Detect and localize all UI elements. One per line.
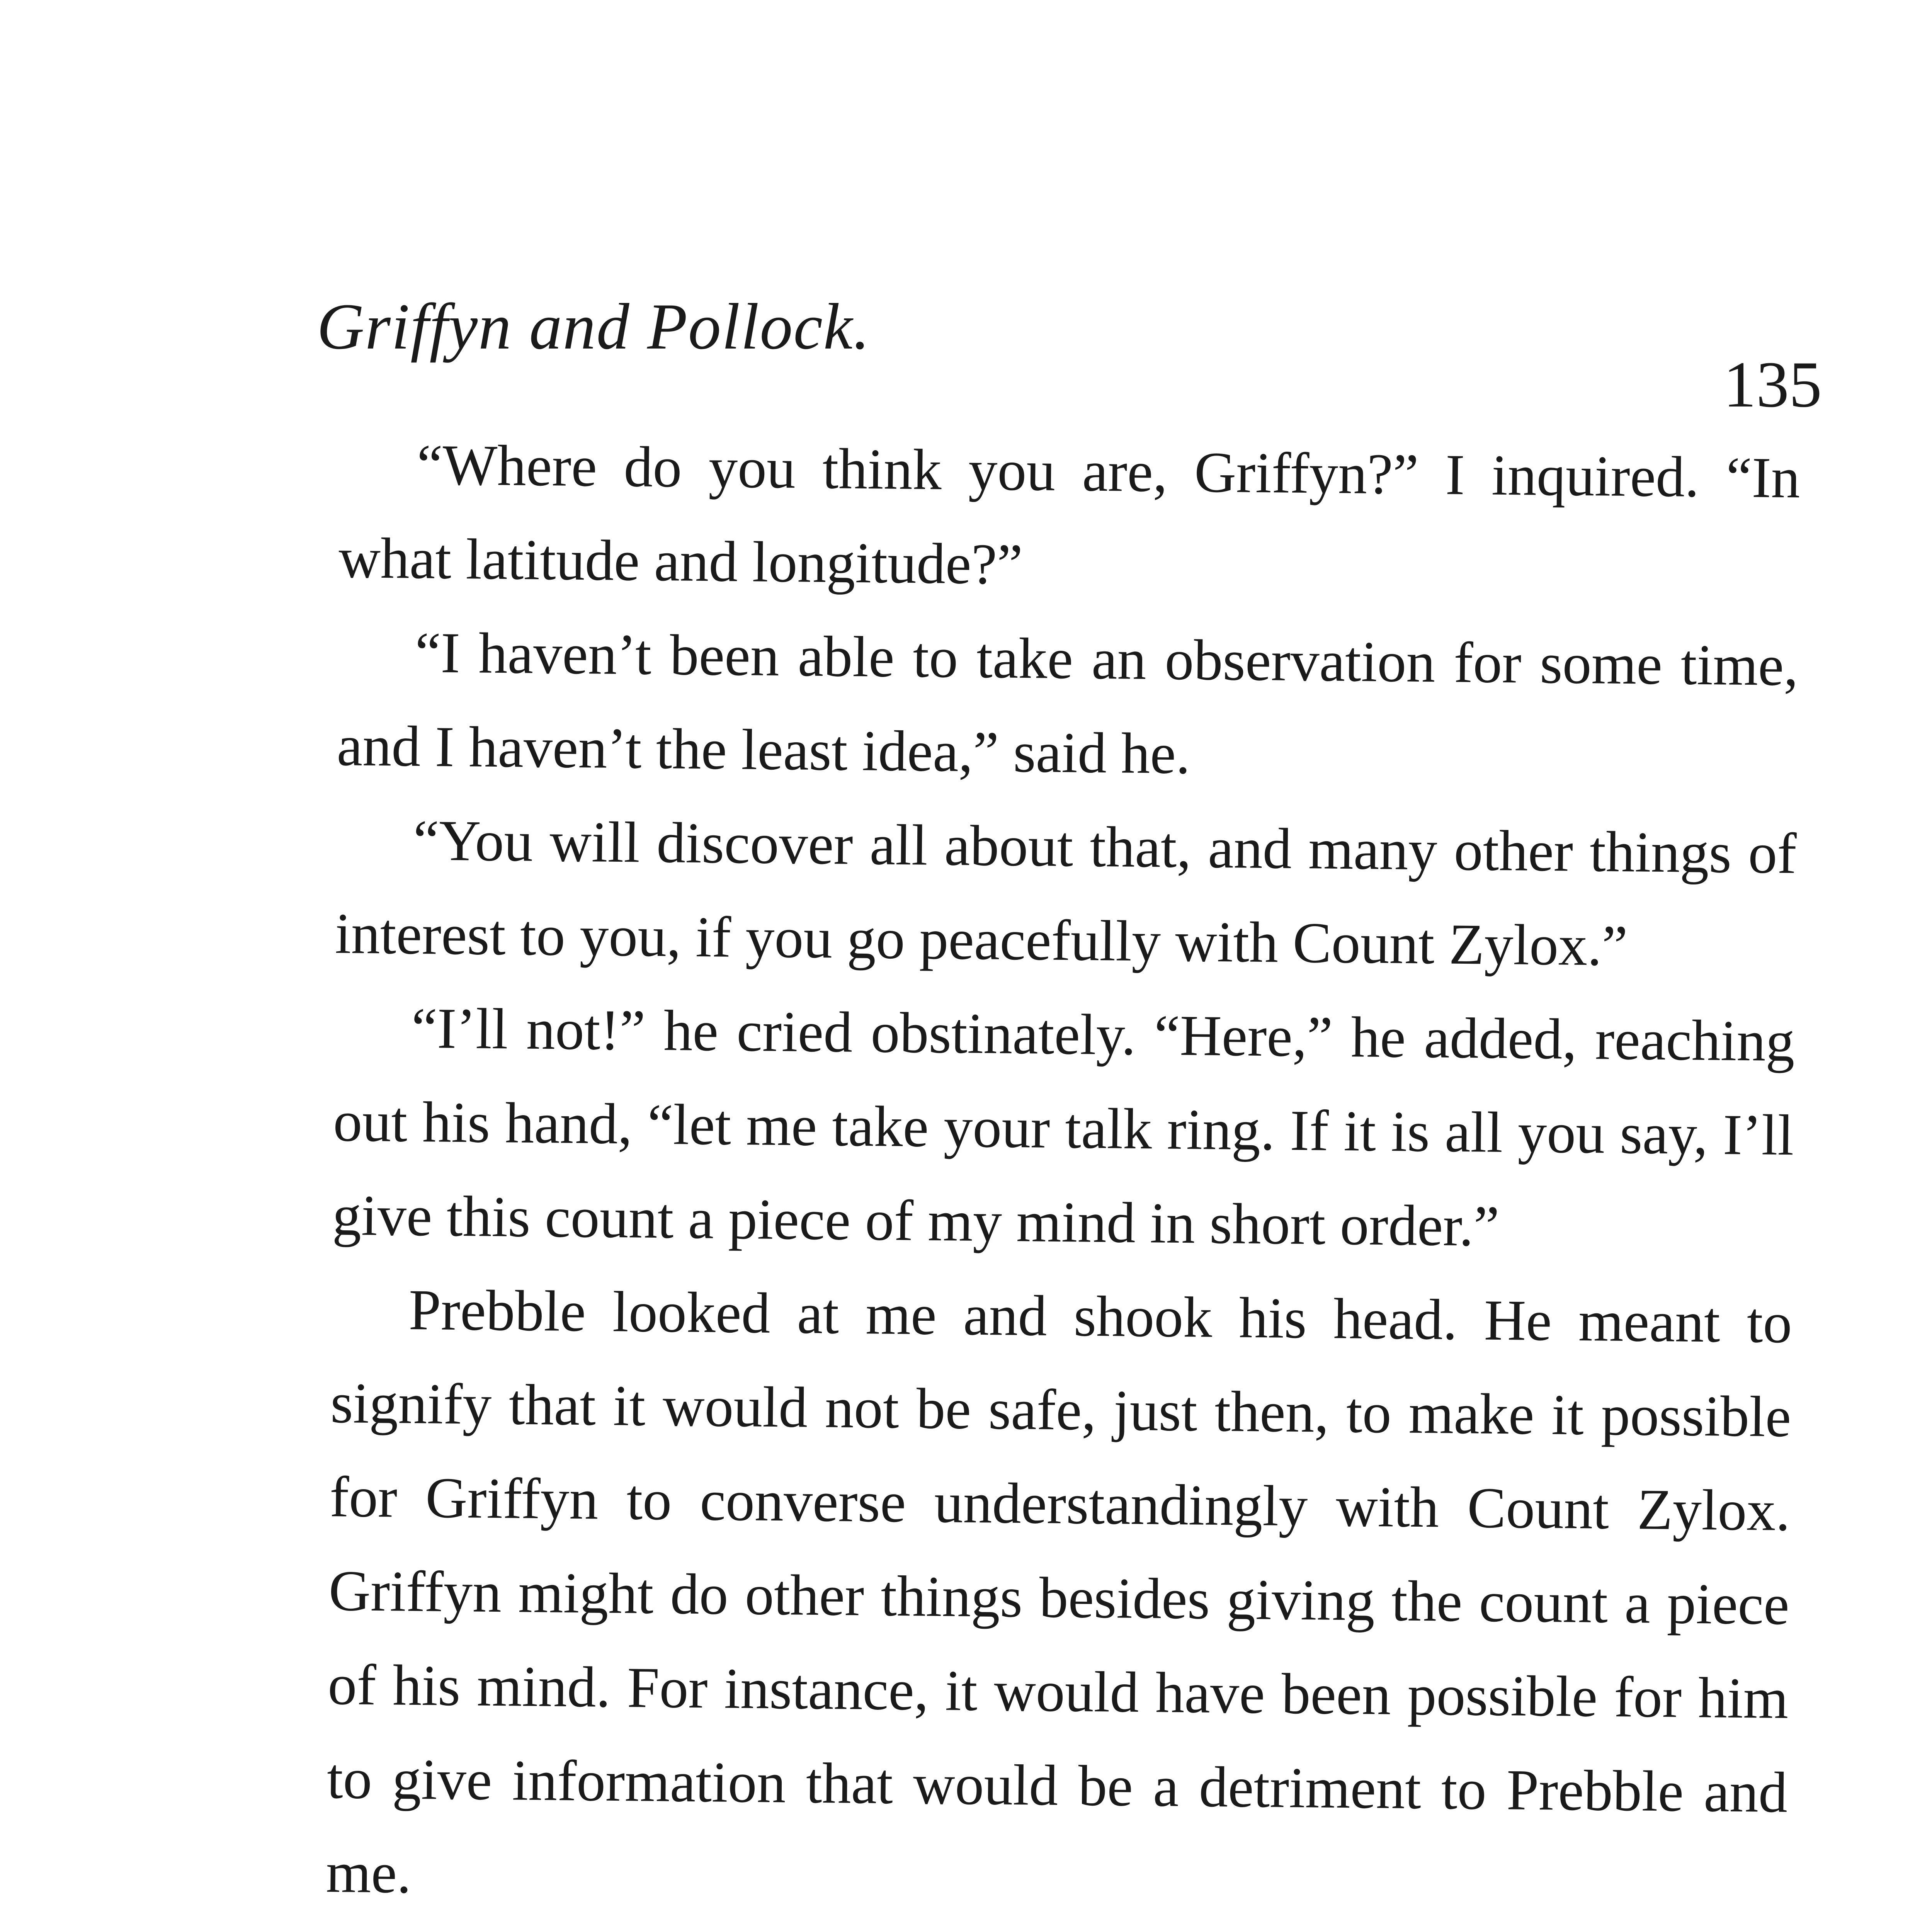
running-head: Griffyn and Pollock. [317, 290, 871, 363]
paragraph: “I haven’t been able to take an observation for some time, and I haven’t the least idea,” said he. [337, 620, 1799, 786]
paragraph: “You will discover all about that, and many other things of interest to you, if you go peacefully with Count Zylox.” [335, 808, 1797, 978]
body-text [323, 417, 1801, 1932]
paragraph: Prebble looked at me and shook his head. He meant to signify that it would not be safe, just then, to make it possible for Griffyn to converse understandingly with Count Zylox. Griffyn might do other things besides giving the count a piece of his mind. For instance, it would have been possible for him to give information that would be a detriment to Prebble and me. [326, 1277, 1793, 1905]
paragraph: “I’ll not!” he cried obstinately. “Here,” he added, reaching out his hand, “let me take your talk ring. If it is all you say, I’ll give this count a piece of my mind in short order.” [332, 996, 1795, 1259]
paragraph: “Where do you think you are, Griffyn?” I inquired. “In what latitude and longitude?” [338, 432, 1801, 597]
page-number: 135 [1723, 348, 1822, 421]
